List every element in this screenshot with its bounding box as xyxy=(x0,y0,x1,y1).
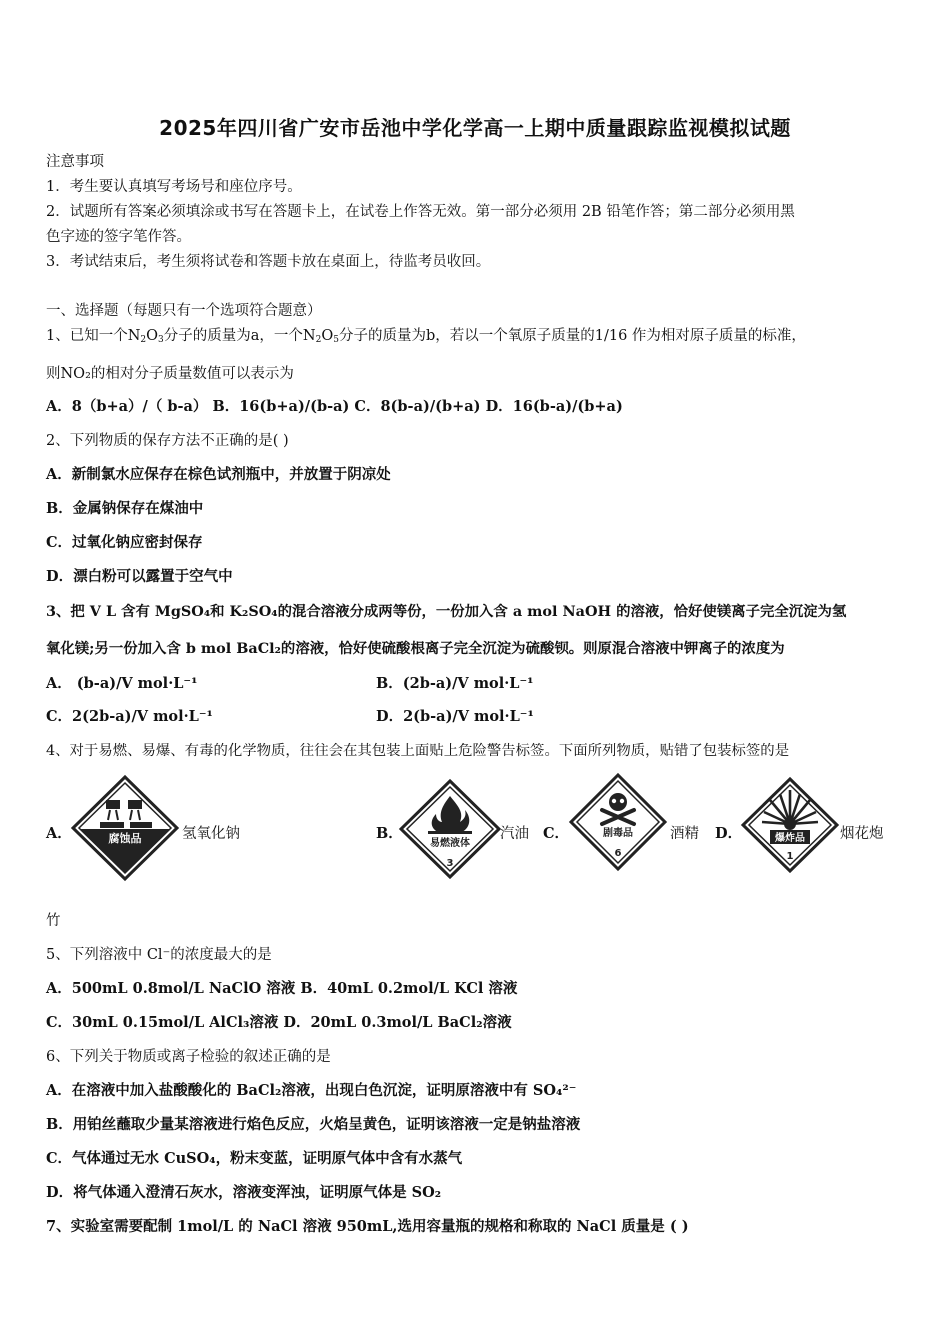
q7-stem: 7、实验室需要配制 1mol/L 的 NaCl 溶液 950mL,选用容量瓶的规格和称取的 NaCl 质量是 ( ) xyxy=(46,1218,689,1235)
toxic-sign-label: 剧毒品 xyxy=(603,828,633,839)
q6-option-a: A．在溶液中加入盐酸酸化的 BaCl₂溶液，出现白色沉淀，证明原溶液中有 SO₄²⁻ xyxy=(46,1082,577,1099)
flammable-sign-number: 3 xyxy=(446,858,454,869)
q2-option-b: B．金属钠保存在煤油中 xyxy=(46,500,204,517)
q4-option-c-letter: C． xyxy=(543,825,570,842)
q4-option-d-text: 烟花炮 xyxy=(840,826,884,842)
corrosive-sign-icon xyxy=(70,774,180,882)
q4-option-a-text: 氢氧化钠 xyxy=(182,826,240,842)
notice-item-2-cont: 色字迹的签字笔作答。 xyxy=(46,229,191,245)
q3-option-d: D．2(b-a)/V mol·L⁻¹ xyxy=(376,708,534,725)
explosive-sign-icon xyxy=(740,776,840,874)
q4-stem: 4、对于易燃、易爆、有毒的化学物质，往往会在其包装上面贴上危险警告标签。下面所列物质，贴错了包装标签的是 xyxy=(46,743,790,759)
q4-option-c-text: 酒精 xyxy=(670,826,699,842)
q1-options: A．8（b+a）/（ b-a） B．16(b+a)/(b-a) C．8(b-a)/(b+a) D．16(b-a)/(b+a) xyxy=(46,398,623,415)
notice-heading: 注意事项 xyxy=(46,154,104,170)
q3-option-c: C．2(2b-a)/V mol·L⁻¹ xyxy=(46,708,213,725)
toxic-sign-icon xyxy=(568,772,668,872)
notice-item-1: 1．考生要认真填写考场号和座位序号。 xyxy=(46,179,302,195)
flammable-liquid-sign-icon xyxy=(398,778,502,880)
corrosive-sign-label: 腐蚀品 xyxy=(108,832,142,845)
explosive-sign-label: 爆炸品 xyxy=(775,833,805,844)
toxic-sign-number: 6 xyxy=(614,848,622,859)
q2-option-c: C．过氧化钠应密封保存 xyxy=(46,534,203,551)
notice-item-2: 2．试题所有答案必须填涂或书写在答题卡上，在试卷上作答无效。第一部分必须用 2B 铅笔作答；第二部分必须用黑 xyxy=(46,204,795,220)
q2-option-d: D．漂白粉可以露置于空气中 xyxy=(46,568,233,585)
q5-options-ab: A．500mL 0.8mol/L NaClO 溶液 B．40mL 0.2mol/L KCl 溶液 xyxy=(46,980,518,997)
q2-option-a: A．新制氯水应保存在棕色试剂瓶中，并放置于阴凉处 xyxy=(46,466,391,483)
q3-stem-cont: 氧化镁;另一份加入含 b mol BaCl₂的溶液，恰好使硫酸根离子完全沉淀为硫酸钡。则原混合溶液中钾离子的浓度为 xyxy=(46,640,785,657)
q6-stem: 6、下列关于物质或离子检验的叙述正确的是 xyxy=(46,1049,331,1065)
q4-option-b-letter: B． xyxy=(376,825,403,842)
q3-option-a: A． (b-a)/V mol·L⁻¹ xyxy=(46,675,198,692)
q3-option-b: B．(2b-a)/V mol·L⁻¹ xyxy=(376,675,534,692)
section-heading: 一、选择题（每题只有一个选项符合题意） xyxy=(46,303,322,319)
q5-options-cd: C．30mL 0.15mol/L AlCl₃溶液 D．20mL 0.3mol/L BaCl₂溶液 xyxy=(46,1014,512,1031)
q6-option-b: B．用铂丝蘸取少量某溶液进行焰色反应，火焰呈黄色，证明该溶液一定是钠盐溶液 xyxy=(46,1116,581,1133)
explosive-sign-number: 1 xyxy=(786,851,794,862)
q1-stem-cont: 则NO₂的相对分子质量数值可以表示为 xyxy=(46,366,294,382)
q4-option-d-letter: D． xyxy=(715,825,743,842)
page-title: 2025年四川省广安市岳池中学化学高一上期中质量跟踪监视模拟试题 xyxy=(159,116,791,140)
notice-item-3: 3．考试结束后，考生须将试卷和答题卡放在桌面上，待监考员收回。 xyxy=(46,254,491,270)
q6-option-c: C．气体通过无水 CuSO₄，粉末变蓝，证明原气体中含有水蒸气 xyxy=(46,1150,463,1167)
q5-stem: 5、下列溶液中 Cl⁻的浓度最大的是 xyxy=(46,947,272,963)
q2-stem: 2、下列物质的保存方法不正确的是( ) xyxy=(46,433,289,449)
q1-stem: 1、已知一个$N_2O_3$分子的质量为a，一个$N_2O_5$分子的质量为b，若以一个氧原子质量的1/16 作为相对原子质量的标准， xyxy=(46,328,806,345)
q4-option-d-text-cont: 竹 xyxy=(46,913,61,929)
flammable-sign-label: 易燃液体 xyxy=(430,838,470,849)
q4-option-b-text: 汽油 xyxy=(500,826,529,842)
q6-option-d: D．将气体通入澄清石灰水，溶液变浑浊，证明原气体是 SO₂ xyxy=(46,1184,442,1201)
q3-stem: 3、把 V L 含有 MgSO₄和 K₂SO₄的混合溶液分成两等份，一份加入含 a mol NaOH 的溶液，恰好使镁离子完全沉淀为氢 xyxy=(46,603,847,620)
q4-option-a-letter: A． xyxy=(46,825,72,842)
